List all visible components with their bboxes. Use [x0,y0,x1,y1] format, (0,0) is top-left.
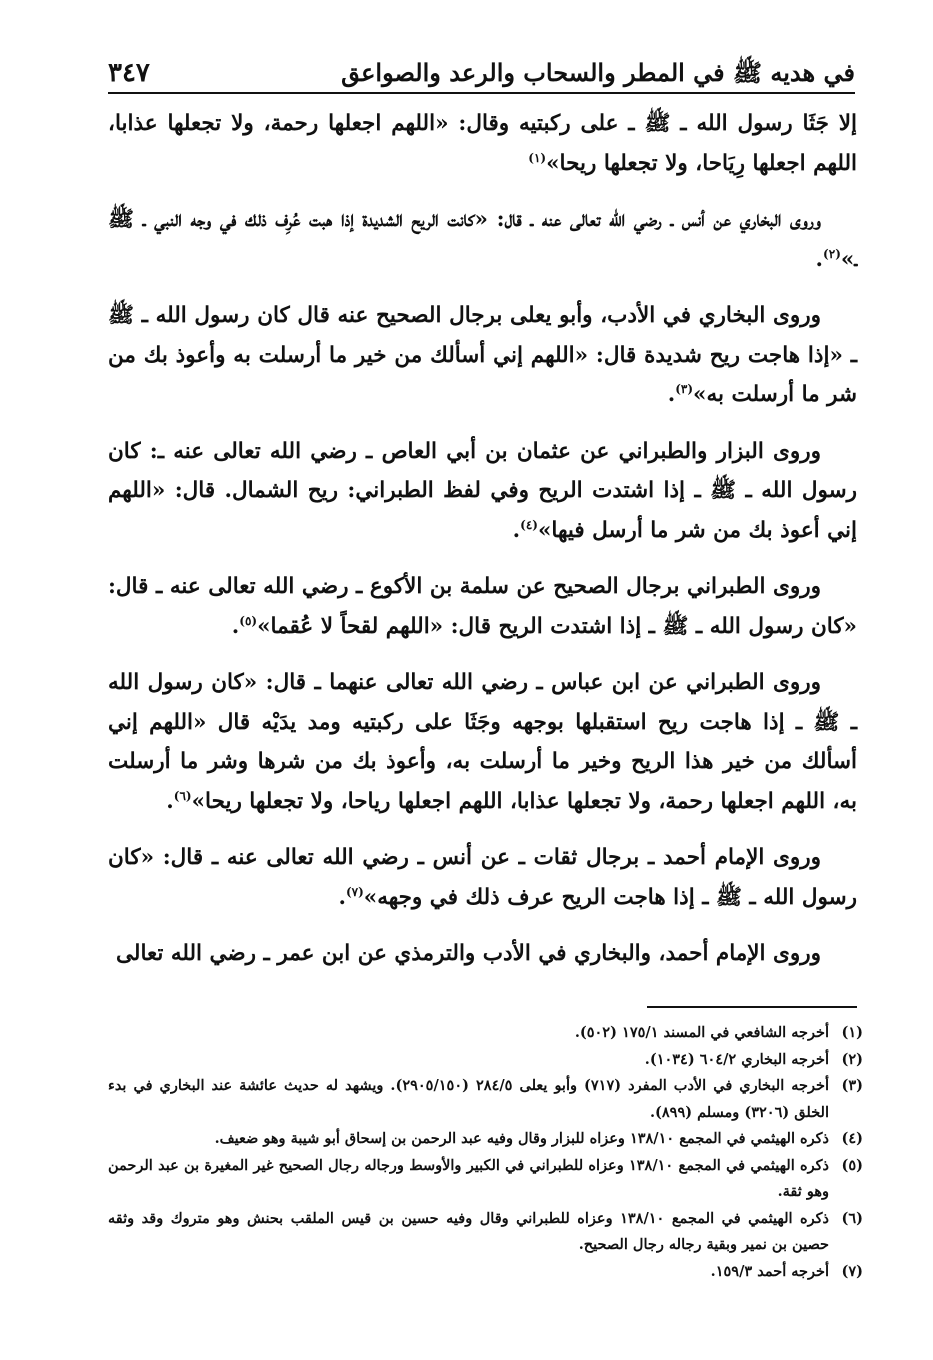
paragraph-7 [108,838,857,917]
footnote-number: (٤) [841,1130,863,1147]
footnote-number: (٧) [841,1262,863,1280]
footnote-number: (٢) [841,1050,863,1068]
paragraph-text: إلا جَثَا رسول الله ـ ﷺ ـ على ركبتيه وقال: «اللهم اجعلها رحمة، ولا تجعلها عذابا، اللهم اجعلها رِيَاحا، ولا تجعلها ريحا» [108,111,857,176]
footnote-text: أخرجه الشافعي في المسند ١٧٥/١ (٥٠٢). [574,1024,829,1041]
paragraph-end: . [338,884,346,910]
paragraph-end: . [166,788,174,814]
paragraph-text: وروى الإمام أحمد، والبخاري في الأدب والترمذي عن ابن عمر ـ رضي الله تعالى [115,941,821,966]
footnote-7 [108,1259,863,1286]
footnote-number: (٦) [841,1209,863,1227]
footnote-text: ذكره الهيثمي في المجمع ١٣٨/١٠ وعزاه للطبراني في الكبير والأوسط ورجاله رجال الصحيح غير المغيرة بن عبد الرحمن وهو ثقة. [108,1156,829,1200]
paragraph-text: وروى البزار والطبراني عن عثمان بن أبي العاص ـ رضي الله تعالى عنه ـ: كان رسول الله ـ ﷺ ـ إذا اشتدت الريح وفي لفظ الطبراني: ريح الشمال. قال: «اللهم إني أعوذ بك من شر ما أرسل فيها» [108,438,857,543]
footnote-text: أخرجه أحمد ١٥٩/٣. [710,1262,829,1280]
footnote-ref: (٤) [520,517,538,532]
paragraph-text: وروى الطبراني برجال الصحيح عن سلمة بن الأكوع ـ رضي الله تعالى عنه ـ قال: «كان رسول الله ـ ﷺ ـ إذا اشتدت الريح قال: «اللهم لقحاً لا عُقما» [108,574,857,639]
paragraph-1 [108,104,857,183]
footnote-text: أخرجه البخاري في الأدب المفرد (٧١٧) وأبو يعلى ٢٨٤/٥ (٢٩٠٥/١٥٠). ويشهد له حديث عائشة عند البخاري في بدء الخلق (٣٢٠٦) ومسلم (٨٩٩). [108,1077,829,1121]
footnote-3 [108,1073,863,1126]
footnote-ref: (١) [528,150,547,165]
main-text [108,104,857,994]
paragraph-4 [108,432,857,551]
footnote-separator [647,1006,857,1008]
page-header [108,52,855,88]
paragraph-end: . [815,246,824,272]
footnotes [108,1020,863,1285]
footnote-ref: (٢) [823,246,841,261]
footnote-ref: (٥) [239,613,258,628]
paragraph-end: . [667,382,676,407]
footnote-number: (٣) [841,1077,863,1094]
footnote-1 [108,1020,863,1047]
paragraph-6 [108,663,857,821]
header-rule [108,92,855,94]
paragraph-2 [108,200,857,279]
paragraph-text: وروى البخاري في الأدب، وأبو يعلى برجال الصحيح عنه قال كان رسول الله ـ ﷺ ـ «إذا هاجت ريح شديدة قال: «اللهم إني أسألك من خير ما أرسلت به وأعوذ بك من شر ما أرسلت به» [108,303,857,407]
paragraph-text: وروى البخاري عن أنس ـ رضي الله تعالى عنه ـ قال: «كانت الريح الشديدة إذا هبت عُرِف ذلك في وجه النبي ـ ﷺ ـ» [108,207,857,272]
paragraph-text: وروى الإمام أحمد ـ برجال ثقات ـ عن أنس ـ رضي الله تعالى عنه ـ قال: «كان رسول الله ـ ﷺ ـ إذا هاجت الريح عرف ذلك في وجهه» [108,845,857,910]
footnote-ref: (٧) [345,884,364,899]
paragraph-8 [108,934,857,974]
running-title: في هديه ﷺ في المطر والسحاب والرعد والصواعق [341,58,855,87]
footnote-4 [108,1126,863,1153]
paragraph-text: وروى الطبراني عن ابن عباس ـ رضي الله تعالى عنهما ـ قال: «كان رسول الله ـ ﷺ ـ إذا هاجت ريح استقبلها بوجهه وجَثَا على ركبتيه ومد يدَيْه قال «اللهم إني أسألك من خير هذا الريح وخير ما أرسلت به، وأعوذ بك من شرها وشر ما أرسلت به، اللهم اجعلها رحمة، ولا تجعلها عذابا، اللهم اجعلها رياحا، ولا تجعلها ريحا» [108,670,857,814]
footnote-number: (١) [841,1024,863,1041]
footnote-number: (٥) [841,1156,863,1174]
paragraph-end: . [231,613,240,639]
footnote-text: ذكره الهيثمي في المجمع ١٣٨/١٠ وعزاه للطبراني وقال وفيه حسين بن قيس الملقب بحنش وهو متروك وقد وثقه حصين بن نمير وبقية رجاله رجال الصحيح. [108,1209,829,1253]
footnote-ref: (٣) [675,381,694,396]
paragraph-5 [108,567,857,646]
footnote-6 [108,1206,863,1259]
paragraph-end: . [512,517,521,543]
footnote-text: أخرجه البخاري ٦٠٤/٢ (١٠٣٤). [644,1050,829,1068]
footnote-5 [108,1153,863,1206]
footnote-ref: (٦) [173,788,192,803]
paragraph-3 [108,296,857,415]
footnote-text: ذكره الهيثمي في المجمع ١٣٨/١٠ وعزاه للبزار وقال وفيه عبد الرحمن بن إسحاق أبو شيبة وهو ضعيف. [214,1130,829,1147]
footnote-2 [108,1047,863,1074]
page-number: ٣٤٧ [108,58,150,88]
